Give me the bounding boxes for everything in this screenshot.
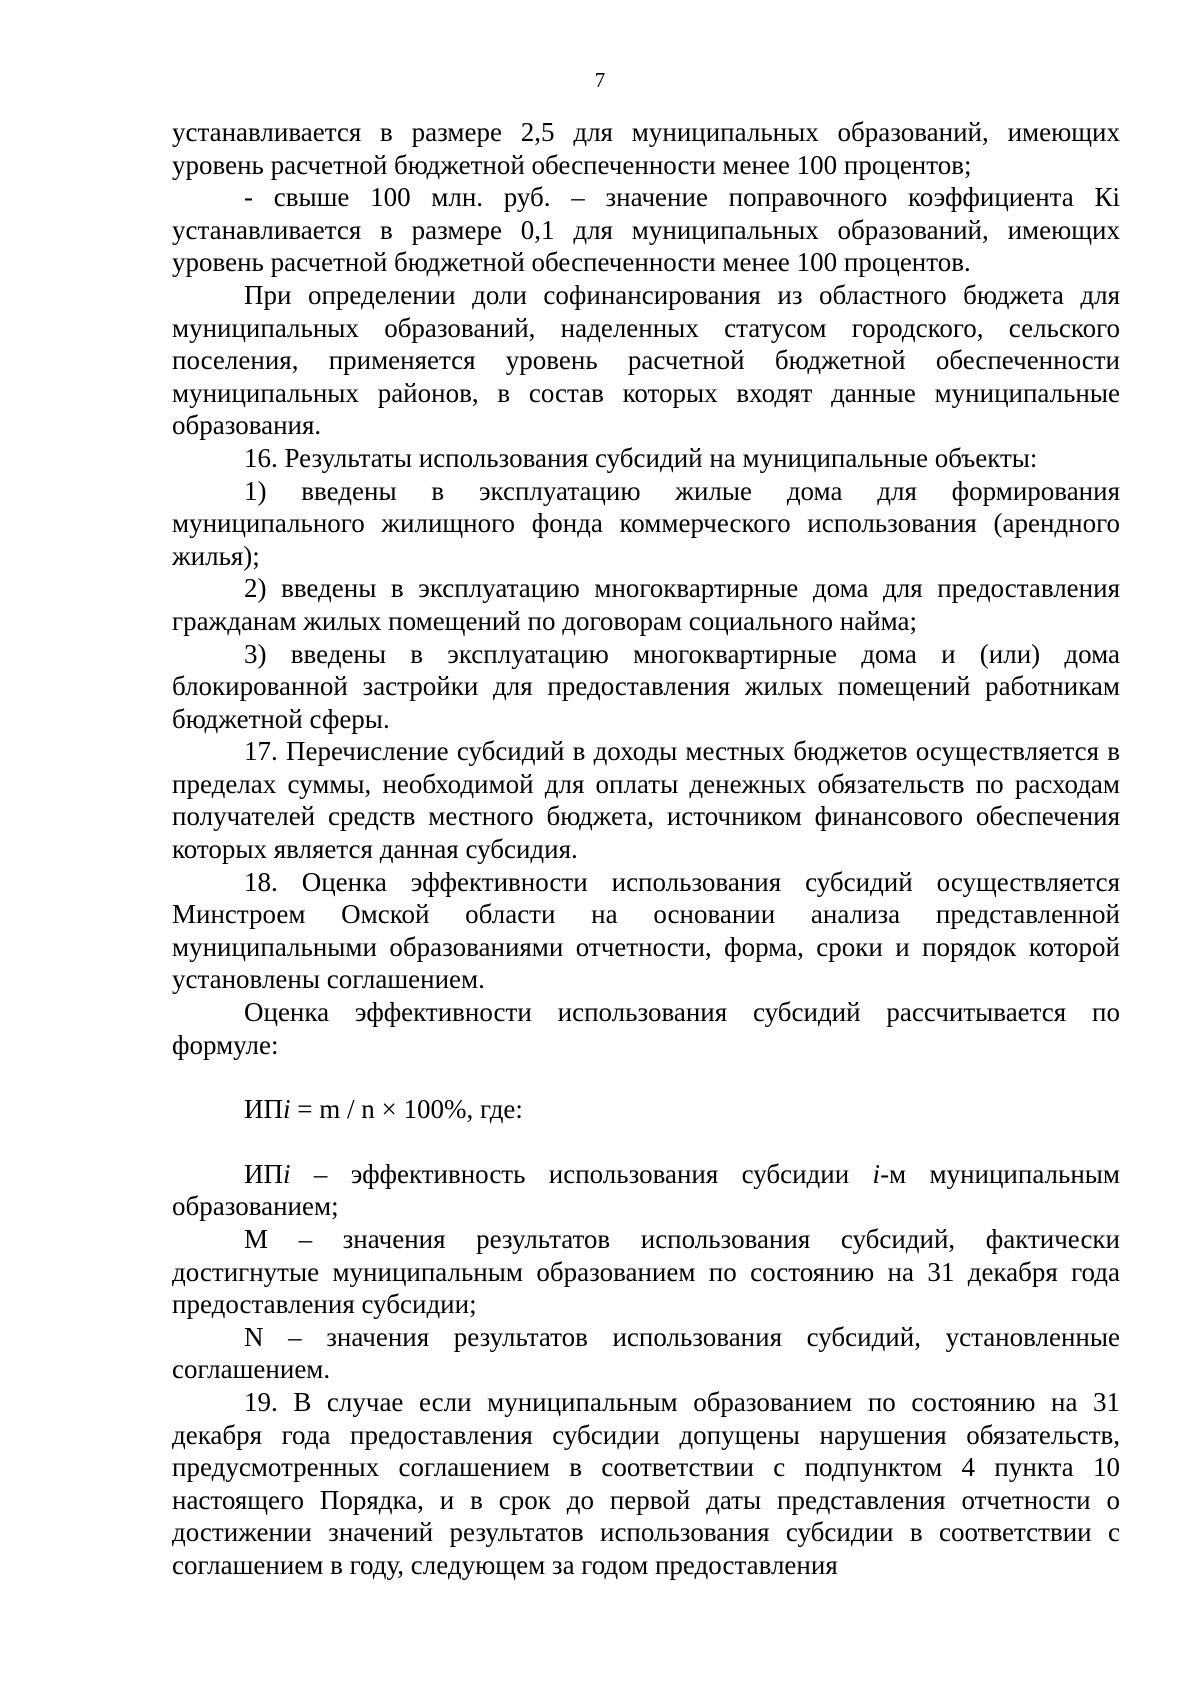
formula <box>172 1093 1120 1126</box>
ipi-index-2: i <box>872 1158 881 1189</box>
ipi-middle: – эффективность использования субсидии <box>290 1158 873 1189</box>
paragraph-coefficient-over-100: - свыше 100 млн. руб. – значение поправочного коэффициента Кi устанавливается в размере 0,1 для муниципальных образований, имеющих уровень расчетной бюджетной обеспеченности менее 100 процентов. <box>172 182 1120 278</box>
paragraph-item-16: 16. Результаты использования субсидий на муниципальные объекты: <box>244 442 1038 473</box>
paragraph-item-17: 17. Перечисление субсидий в доходы местных бюджетов осуществляется в пределах суммы, необходимой для оплаты денежных обязательств по расходам получателей средств местного бюджета, источником финансового обеспечения которых является данная субсидия. <box>172 736 1120 865</box>
ipi-prefix: ИП <box>244 1158 283 1189</box>
paragraph-item-19: 19. В случае если муниципальным образованием по состоянию на 31 декабря года предоставления субсидии допущены нарушения обязательств, предусмотренных соглашением в соответствии с подпунктом 4 пункта 10 настоящего Порядка, и в срок до первой даты представления отчетности о достижении значений результатов использования субсидии в соответствии с соглашением в году, следующем за годом предоставления <box>172 1386 1120 1580</box>
paragraph-formula-intro: Оценка эффективности использования субсидий рассчитывается по формуле: <box>172 997 1120 1060</box>
ipi-index: i <box>283 1158 291 1189</box>
paragraph-item-16-3: 3) введены в эксплуатацию многоквартирные дома и (или) дома блокированной застройки для предоставления жилых помещений работникам бюджетной сферы. <box>172 638 1120 734</box>
paragraph-ipi-definition <box>172 1158 1120 1223</box>
ipi-rest: -м муниципальным образованием; <box>172 1158 1120 1222</box>
page-number: 7 <box>594 68 606 92</box>
paragraph-m-definition: M – значения результатов использования субсидий, фактически достигнутые муниципальным образованием по состоянию на 31 декабря года предоставления субсидии; <box>172 1224 1120 1320</box>
spacer <box>172 1126 1120 1158</box>
formula-prefix: ИП <box>244 1094 283 1125</box>
paragraph-item-16-2: 2) введены в эксплуатацию многоквартирные дома для предоставления гражданам жилых помещений по договорам социального найма; <box>172 573 1120 636</box>
document-body <box>172 116 1120 1582</box>
paragraph-coefficient-2-5: устанавливается в размере 2,5 для муниципальных образований, имеющих уровень расчетной бюджетной обеспеченности менее 100 процентов; <box>172 117 1120 180</box>
paragraph-item-16-1: 1) введены в эксплуатацию жилые дома для формирования муниципального жилищного фонда коммерческого использования (арендного жилья); <box>172 475 1120 571</box>
formula-expression: = m / n × 100%, где: <box>290 1094 523 1125</box>
paragraph-cofinancing-share: При определении доли софинансирования из областного бюджета для муниципальных образований, наделенных статусом городского, сельского поселения, применяется уровень расчетной бюджетной обеспеченности муниципальных районов, в состав которых входят данные муниципальные образования. <box>172 279 1120 441</box>
paragraph-n-definition: N – значения результатов использования субсидий, установленные соглашением. <box>172 1321 1120 1385</box>
spacer <box>172 1061 1120 1093</box>
paragraph-item-18: 18. Оценка эффективности использования субсидий осуществляется Минстроем Омской области на основании анализа представленной муниципальными образованиями отчетности, форма, сроки и порядок которой установлены соглашением. <box>172 866 1120 995</box>
formula-index: i <box>283 1094 291 1125</box>
